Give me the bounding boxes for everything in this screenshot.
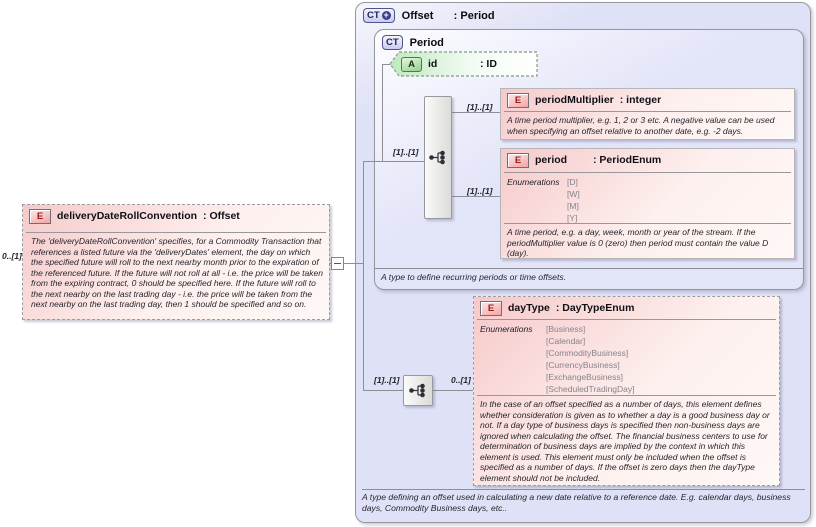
connector-line: [363, 390, 403, 391]
enum-value: [CommodityBusiness]: [546, 348, 629, 358]
collapse-toggle[interactable]: [331, 257, 344, 270]
enum-value: [CurrencyBusiness]: [546, 360, 620, 370]
attribute-name: id: [428, 58, 438, 70]
complextype-icon: [382, 35, 403, 50]
sequence-icon: [429, 150, 447, 165]
element-header: [501, 89, 794, 111]
enum-value: [Calendar]: [546, 336, 586, 346]
cardinality-label: [1]..[1]: [467, 102, 493, 112]
offset-type-annotation: A type defining an offset used in calculating a new date relative to a reference date. E.g. calendar days, business days, Commodity Business days, etc..: [362, 492, 791, 513]
expand-icon[interactable]: [382, 11, 391, 20]
element-icon: E: [480, 301, 502, 316]
cardinality-label: [1]..[1]: [393, 147, 419, 157]
divider: [362, 489, 805, 490]
element-dayType-box[interactable]: [473, 296, 780, 486]
element-icon: E: [507, 153, 529, 168]
element-type: : DayTypeEnum: [555, 302, 635, 314]
element-annotation: The 'deliveryDateRollConvention' specifies, for a Commodity Transaction that references a listed future via the 'deliveryDates' element, the day on which the specified future will roll to the next nearby month prior to the expiration of the referenced future. If the future will not roll at all - i.e. the price will be taken from the expiring contract, 0 should be specified here. If the future will roll to the next nearby on the last trading day - i.e. the price will be taken from the next nearby on the last trading day, then 1 should be specified and so on.: [31, 236, 323, 309]
complextype-offset-header: [363, 8, 495, 23]
element-periodMultiplier-box[interactable]: [500, 88, 795, 140]
element-deliveryDateRollConvention-box[interactable]: [22, 204, 330, 320]
enumerations-list: [546, 323, 635, 395]
enum-value: [D]: [567, 177, 578, 187]
cardinality-label: [1]..[1]: [374, 375, 400, 385]
element-name: period: [535, 154, 568, 166]
period-type-annotation: A type to define recurring periods or time offsets.: [381, 272, 567, 282]
divider: [477, 319, 776, 320]
connector-line: [433, 390, 473, 391]
attribute-type: : ID: [480, 58, 497, 70]
cardinality-label: 0..[1]: [2, 251, 22, 261]
element-icon: E: [507, 93, 529, 108]
connector-line: [363, 161, 364, 391]
complextype-period-header: [382, 35, 462, 50]
element-name: deliveryDateRollConvention: [57, 210, 198, 222]
element-type: : PeriodEnum: [593, 154, 662, 166]
divider: [504, 223, 791, 224]
attribute-icon: A: [401, 57, 422, 72]
element-annotation: A time period multiplier, e.g. 1, 2 or 3 etc. A negative value can be used when specifying an offset relative to another date, e.g. -2 days.: [507, 115, 775, 136]
element-name: periodMultiplier: [535, 94, 614, 106]
enumerations-label: Enumerations: [507, 177, 560, 187]
connector-line: [452, 112, 500, 113]
offset-type-name: Offset: [401, 9, 434, 22]
enum-value: [Business]: [546, 324, 586, 334]
enum-value: [W]: [567, 189, 580, 199]
complextype-badge-label: CT: [386, 36, 399, 48]
divider: [477, 395, 776, 396]
enum-value: [ExchangeBusiness]: [546, 372, 624, 382]
connector-line: [382, 64, 383, 161]
sequence-compositor[interactable]: [403, 375, 433, 406]
cardinality-label: 0..[1]: [451, 375, 471, 385]
enum-value: [Y]: [567, 213, 578, 223]
element-type: : integer: [619, 94, 662, 106]
offset-base-type: : Period: [453, 9, 495, 22]
element-type: : Offset: [203, 210, 240, 222]
complextype-icon: [363, 8, 395, 23]
enumerations-list: [567, 176, 580, 224]
attribute-id-box[interactable]: [388, 50, 540, 78]
period-type-name: Period: [409, 36, 444, 49]
element-name: dayType: [508, 302, 550, 314]
sequence-icon: [409, 383, 427, 398]
divider: [504, 111, 791, 112]
connector-line: [363, 161, 424, 162]
divider: [504, 172, 791, 173]
element-header: [23, 205, 329, 227]
cardinality-label: [1]..[1]: [467, 186, 493, 196]
element-icon: E: [29, 209, 51, 224]
element-annotation: A time period, e.g. a day, week, month or year of the stream. If the periodMultiplier value is 0 (zero) then period must contain the value D (day).: [507, 227, 769, 258]
divider: [26, 232, 326, 233]
connector-line: [452, 196, 500, 197]
enum-value: [M]: [567, 201, 579, 211]
element-period-box[interactable]: [500, 148, 795, 259]
enumerations-label: Enumerations: [480, 324, 533, 334]
element-annotation: In the case of an offset specified as a number of days, this element defines whether consideration is given as to whether a day is a good business day or not. If a day type of business days is specified then non-business days are ignored when calculating the offset. The financial business centers to use for determination of business days are implied by the context in which this element is used. This element must only be included when the offset is specified as a number of days. If the offset is zero days then the dayType element should not be included.: [480, 399, 770, 483]
element-header: [501, 149, 794, 171]
enum-value: [ScheduledTradingDay]: [546, 384, 635, 394]
sequence-compositor[interactable]: [424, 96, 452, 219]
complextype-badge-label: CT: [367, 9, 380, 21]
divider: [375, 268, 803, 269]
element-header: [474, 297, 779, 319]
